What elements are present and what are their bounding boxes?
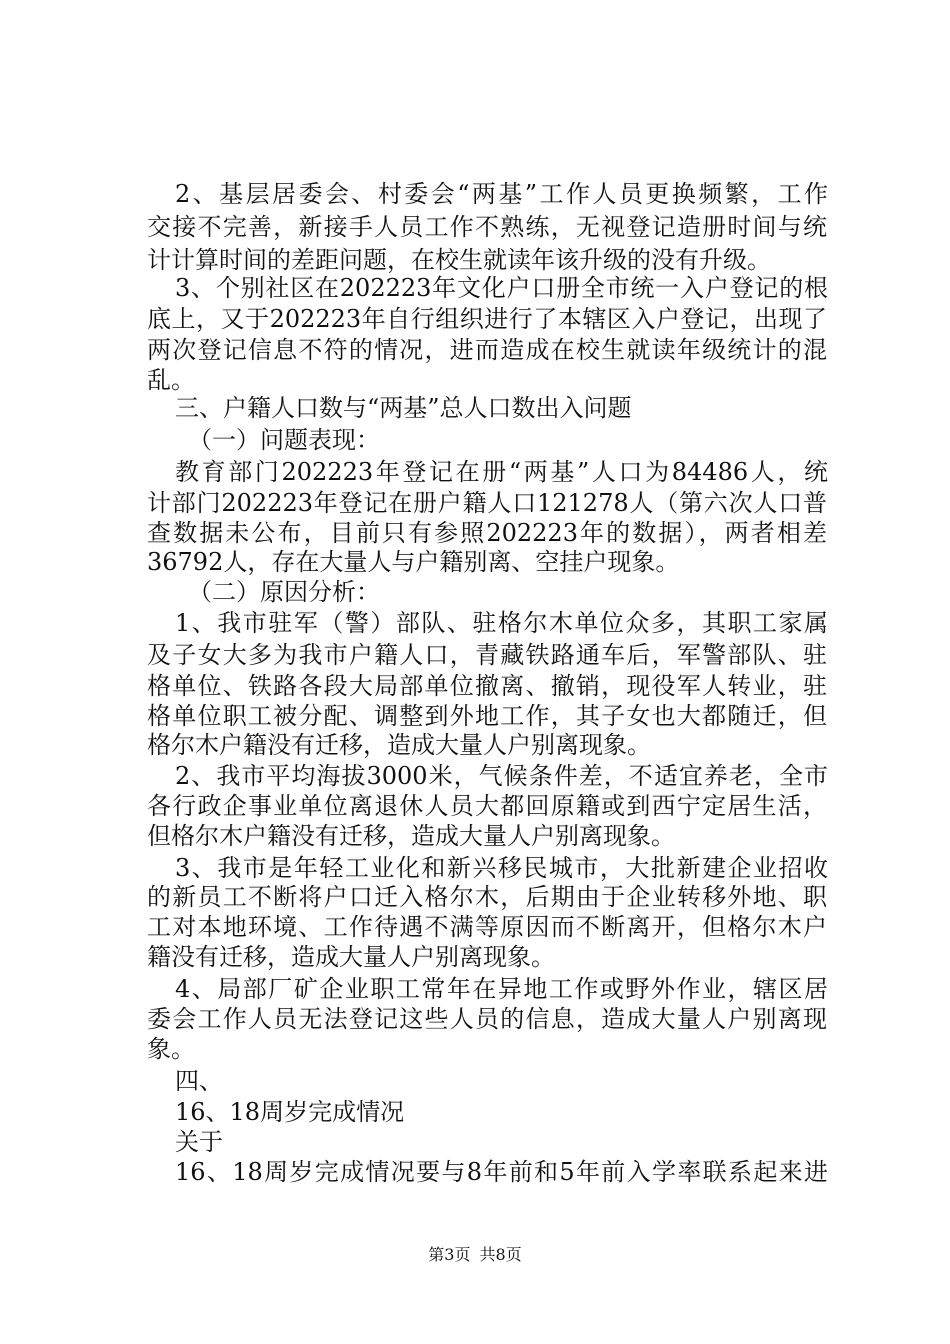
- text-line: 两次登记信息不符的情况，进而造成在校生就读年级统计的混: [147, 336, 827, 364]
- text-line: 委会工作人员无法登记这些人员的信息，造成大量人户别离现: [147, 1005, 827, 1033]
- text-line: 计计算时间的差距问题，在校生就读年该升级的没有升级。: [147, 246, 771, 274]
- text-line: 籍没有迁移，造成大量人户别离现象。: [147, 943, 555, 971]
- sub-heading: （一）问题表现：: [188, 426, 380, 454]
- text-line: 格单位、铁路各段大局部单位撤离、撤销，现役军人转业，驻: [147, 672, 827, 700]
- text-line: 教育部门202223年登记在册“两基”人口为84486人，统: [175, 458, 828, 486]
- sub-heading: （二）原因分析：: [188, 578, 380, 606]
- text-line: 底上，又于202223年自行组织进行了本辖区入户登记，出现了: [147, 305, 827, 333]
- text-line: 关于: [175, 1128, 223, 1156]
- page-total: 共8页: [479, 1245, 522, 1264]
- section-heading: 四、: [175, 1067, 223, 1095]
- text-line: 3、个别社区在202223年文化户口册全市统一入户登记的根: [175, 274, 828, 302]
- text-line: 2、我市平均海拔3000米，气候条件差，不适宜养老，全市: [175, 762, 828, 790]
- text-line: 但格尔木户籍没有迁移，造成大量人户别离现象。: [147, 822, 675, 850]
- text-line: 1、我市驻军（警）部队、驻格尔木单位众多，其职工家属: [175, 609, 828, 637]
- text-line: 象。: [147, 1035, 195, 1063]
- text-line: 2、基层居委会、村委会“两基”工作人员更换频繁，工作: [175, 180, 828, 208]
- page-number: 第3页: [428, 1245, 471, 1264]
- section-heading: 三、户籍人口数与“两基”总人口数出入问题: [175, 394, 632, 422]
- text-line: 及子女大多为我市户籍人口，青藏铁路通车后，军警部队、驻: [147, 641, 827, 669]
- text-line: 格尔木户籍没有迁移，造成大量人户别离现象。: [147, 731, 651, 759]
- text-line: 16、18周岁完成情况要与8年前和5年前入学率联系起来进: [175, 1158, 828, 1186]
- text-line: 交接不完善，新接手人员工作不熟练，无视登记造册时间与统: [147, 213, 827, 241]
- text-line: 16、18周岁完成情况: [175, 1098, 405, 1126]
- text-line: 各行政企事业单位离退休人员大都回原籍或到西宁定居生活，: [147, 792, 827, 820]
- text-line: 计部门202223年登记在册户籍人口121278人（第六次人口普: [147, 489, 827, 517]
- text-line: 3、我市是年轻工业化和新兴移民城市，大批新建企业招收: [175, 854, 828, 882]
- text-line: 格单位职工被分配、调整到外地工作，其子女也大都随迁，但: [147, 702, 827, 730]
- text-line: 36792人，存在大量人与户籍别离、空挂户现象。: [147, 548, 680, 576]
- text-line: 查数据未公布，目前只有参照202223年的数据），两者相差: [147, 519, 827, 547]
- text-line: 4、局部厂矿企业职工常年在异地工作或野外作业，辖区居: [175, 975, 828, 1003]
- text-line: 的新员工不断将户口迁入格尔木，后期由于企业转移外地、职: [147, 883, 827, 911]
- text-line: 工对本地环境、工作待遇不满等原因而不断离开，但格尔木户: [147, 913, 827, 941]
- text-line: 乱。: [147, 366, 195, 394]
- page-footer: [0, 1245, 950, 1265]
